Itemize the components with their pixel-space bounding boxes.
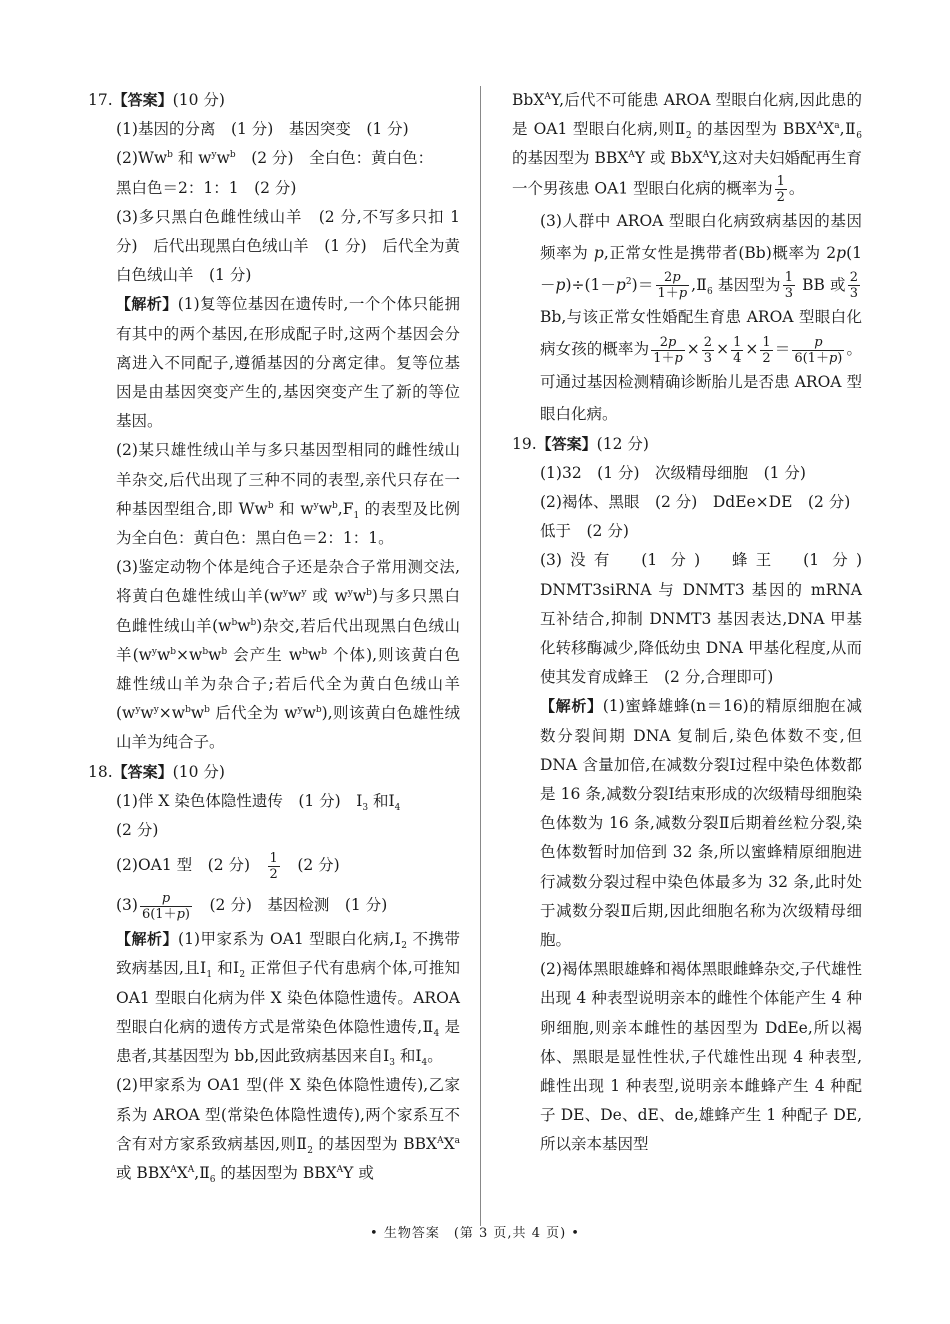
page-footer: • 生物答案 (第 3 页,共 4 页) • xyxy=(370,1226,580,1241)
q17-explanation-tag: 【解析】 xyxy=(116,295,178,314)
q18-answer-1: (1)伴 X 染色体隐性遗传 (1 分) $Ⅰ_3$ 和$Ⅰ_4$ (2 分) xyxy=(116,791,401,840)
fraction-1-2: $\frac{1}{2}$ xyxy=(762,334,771,366)
q18-explanation-1: 【解析】(1)甲家系为 OA1 型眼白化病$,Ⅰ_2$ 不携带致病基因,且$Ⅰ_1$ 和$Ⅰ_2$ 正常但子代有患病个体,可推知 OA1 型眼白化病为伴 X 染色体隐性遗传。AROA 型眼白化病的遗传方式是常染色体隐性遗传$,Ⅱ_4$ 是患者,其基因型为 bb,因此致病基因来自$Ⅰ_3$ 和$Ⅰ_4$。 xyxy=(116,930,460,1069)
q18-explanation-2: (2)甲家系为 OA1 型(伴 X 染色体隐性遗传),乙家系为 AROA 型(常染色体隐性遗传),两个家系互不含有对方家系致病基因,则$Ⅱ_2$ 的基因型为 $BBX^AX^a$ 或 $BBX^AX^A,Ⅱ_6$ 的基因型为 $BBX^AY$ 或 xyxy=(116,1076,460,1185)
fraction-1-2: $\frac{1}{2}$ xyxy=(776,173,785,205)
fraction-1-3: $\frac{1}{3}$ xyxy=(784,270,793,302)
q18-score: (10 分) xyxy=(172,762,225,781)
q17-answer-tag: 【答案】 xyxy=(112,91,173,109)
q18-answer-3: (3) $\frac{p}{6(1+p)}$ (2 分) 基因检测 (1 分) xyxy=(116,890,388,922)
q17-header xyxy=(88,86,460,115)
q19-score: (12 分) xyxy=(596,434,649,453)
fraction-2p-over-1-plus-p: $\frac{2p}{1+p}$ xyxy=(657,270,688,302)
q17-answer-3: (3)多只黑白色雌性绒山羊 (2 分,不写多只扣 1 分) 后代出现黑白色绒山羊 (1 分) 后代全为黄白色绒山羊 (1 分) xyxy=(116,207,460,285)
q19-header xyxy=(512,430,862,459)
fraction-p-over-6-1-plus-p: $\frac{p}{6(1+p)}$ xyxy=(794,334,843,366)
q19-answer-tag: 【答案】 xyxy=(536,434,597,453)
q17-answer-2: (2)Ww$^b$ 和 $w^yw^b$ (2 分) 全白色：黄白色： 黑白色＝2：1：1 (2 分) xyxy=(116,149,434,197)
q17-number: 17. xyxy=(88,91,113,109)
q19-answer-1: (1)32 (1 分) 次级精母细胞 (1 分) xyxy=(540,463,806,482)
q19-explanation-1: 【解析】(1)蜜蜂雄蜂(n＝16)的精原细胞在减数分裂间期 DNA 复制后,染色体数不变,但 DNA 含量加倍,在减数分裂Ⅰ过程中染色体数都是 16 条,减数分裂Ⅰ结束形成的次级精母细胞染色体数为 16 条,减数分裂Ⅱ后期着丝粒分裂,染色体数暂时加倍到 32 条,所以蜜蜂精原细胞进行减数分裂过程中染色体最多为 32 条,此时处于减数分裂Ⅱ后期,因此细胞名称为次级精母细胞。 xyxy=(540,697,862,950)
q19-answer-2: (2)褐体、黑眼 (2 分) DdEe×DE (2 分) 低于 (2 分) xyxy=(540,493,851,541)
q18-number: 18. xyxy=(88,762,113,781)
fraction-p-over-6-1-plus-p: $\frac{p}{6(1+p)}$ xyxy=(141,890,190,922)
q17-explanation-1: 【解析】(1)复等位基因在遗传时,一个个体只能拥有其中的两个基因,在形成配子时,这两个基因会分离进入不同配子,遵循基因的分离定律。复等位基因是由基因突变产生的,基因突变产生了新的等位基因。 xyxy=(116,295,460,431)
q17-score: (10 分) xyxy=(172,91,225,109)
q18-explanation-tag: 【解析】 xyxy=(116,930,179,949)
fraction-2p-over-1-plus-p: $\frac{2p}{1+p}$ xyxy=(653,334,683,366)
q18-header xyxy=(88,758,460,787)
q18-explanation-3: (3)人群中 AROA 型眼白化病致病基因的基因频率为 p,正常女性是携带者(Bb)概率为 $2p(1-p)\div(1-p^2)=$ $\frac{2p}{1+p}$ $,Ⅱ_6$ 基因型为 $\frac{1}{3}$ BB 或 $\frac{2}{3}$ Bb,与该正常女性婚配生育患 AROA 型眼白化病女孩的概率为 $\frac{2p}{1+p}$ × $\frac{2}{3}$ × $\frac{1}{4}$ × $\frac{1}{2}$ ＝ $\frac{p}{6(1+p)}$ 。可通过基因检测精确诊断胎儿是否患 AROA 型眼白化病。 xyxy=(540,211,862,423)
column-divider xyxy=(480,86,481,1226)
left-column xyxy=(88,86,460,1188)
q18-explanation-2-continued: BbX$^A$Y,后代不可能患 AROA 型眼白化病,因此患的是 OA1 型眼白化病,则$Ⅱ_2$ 的基因型为 $BBX^AX^a,Ⅱ_6$ 的基因型为 $BBX^AY$ 或 BbX$^A$Y,这对夫妇婚配再生育一个男孩患 OA1 型眼白化病的概率为 $\frac{1}{2}$ 。 xyxy=(512,91,862,205)
fraction-1-4: $\frac{1}{4}$ xyxy=(733,334,742,366)
fraction-2-3: $\frac{2}{3}$ xyxy=(703,334,713,366)
right-column xyxy=(512,86,878,1160)
q18-answer-tag: 【答案】 xyxy=(112,762,173,781)
q17-explanation-3: (3)鉴定动物个体是纯合子还是杂合子常用测交法,将黄白色雄性绒山羊($w^yw^y$ 或 $w^yw^b$)与多只黑白色雌性绒山羊$(w^bw^b)$杂交,若后代出现黑白色绒山羊($w^yw^b\times w^bw^b$ 会产生 $w^bw^b$ 个体),则该黄白色雄性绒山羊为杂合子;若后代全为黄白色绒山羊($w^yw^y\times w^bw^b$ 后代全为 $w^yw^b$),则该黄白色雄性绒山羊为纯合子。 xyxy=(116,558,461,752)
q19-answer-3: (3)没有 (1 分) 蜂王 (1 分) DNMT3siRNA 与 DNMT3 基因的 mRNA 互补结合,抑制 DNMT3 基因表达,DNA 甲基化转移酶减少,降低幼虫 DNA 甲基化程度,从而使其发育成蜂王 (2 分,合理即可) xyxy=(540,551,878,687)
q17-answer-1: (1)基因的分离 (1 分) 基因突变 (1 分) xyxy=(116,120,409,139)
q18-answer-2: (2)OA1 型 (2 分) $\frac{1}{2}$ (2 分) xyxy=(116,850,340,882)
fraction-1-2: $\frac{1}{2}$ xyxy=(269,850,278,882)
q19-number: 19. xyxy=(512,434,537,453)
q19-explanation-tag: 【解析】 xyxy=(540,697,603,716)
q17-explanation-2: (2)某只雄性绒山羊与多只基因型相同的雌性绒山羊杂交,后代出现了三种不同的表型,亲代只存在一种基因型组合,即 Ww$^b$ 和 $w^yw^b,F_1$ 的表型及比例为全白色：黄白色：黑白色＝2：1：1。 xyxy=(116,441,460,548)
fraction-2-3: $\frac{2}{3}$ xyxy=(849,270,858,302)
q19-explanation-2: (2)褐体黑眼雄蜂和褐体黑眼雌蜂杂交,子代雄性出现 4 种表型说明亲本的雌性个体能产生 4 种卵细胞,则亲本雌性的基因型为 DdEe,所以褐体、黑眼是显性性状,子代雄性出现 4 种表型,雌性出现 1 种表型,说明亲本雌蜂产生 4 种配子 DE、De、dE、de,雄蜂产生 1 种配子 DE,所以亲本基因型 xyxy=(540,960,862,1154)
